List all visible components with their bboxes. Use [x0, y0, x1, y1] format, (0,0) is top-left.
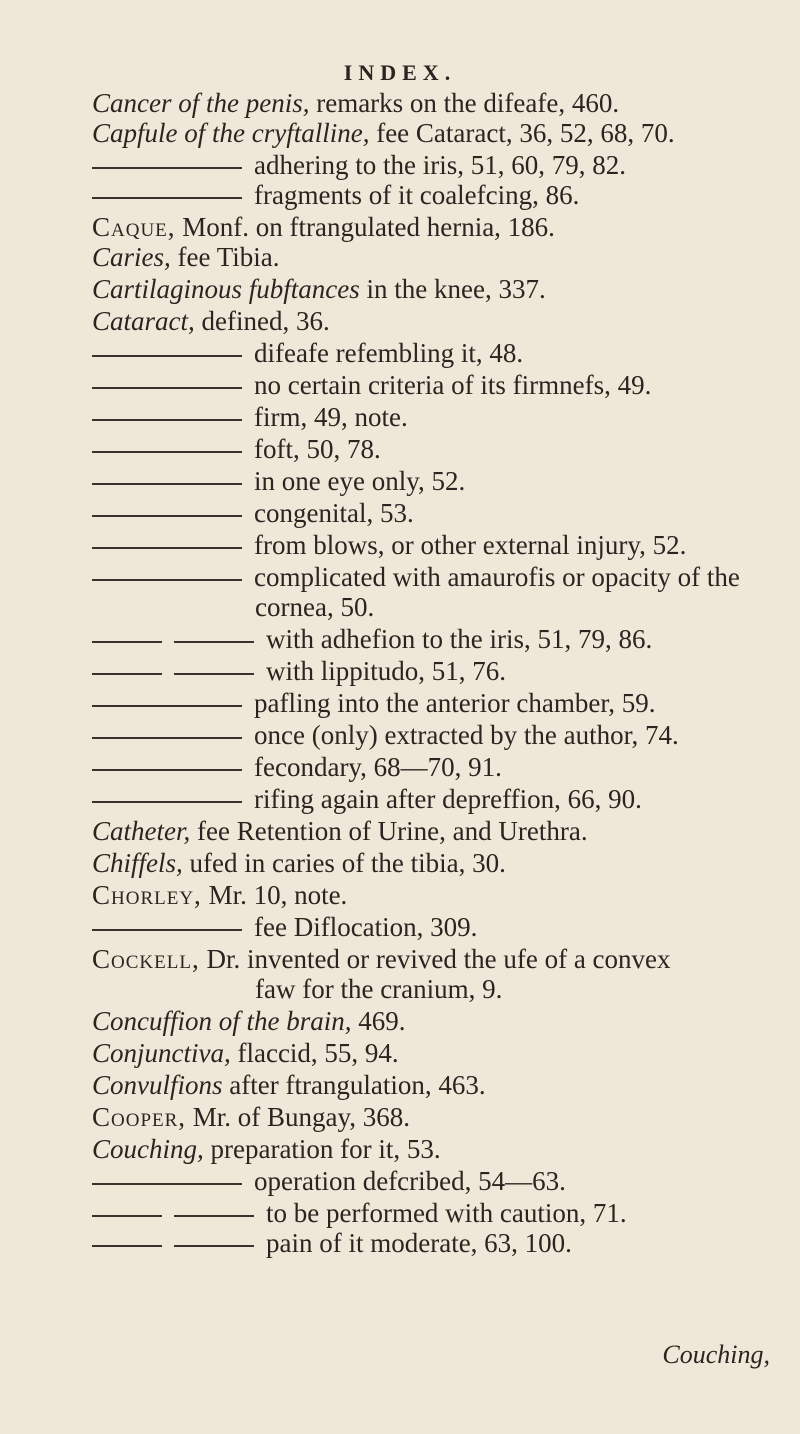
index-entry — [92, 466, 465, 496]
entry-text: faw for the cranium, 9. — [255, 974, 503, 1004]
entry-text: complicated with amaurofis or opacity of the — [254, 562, 740, 592]
entry-text: no certain criteria of its firmnefs, 49. — [254, 370, 652, 400]
entry-text: fee Diflocation, 309. — [254, 912, 478, 942]
index-entry — [92, 402, 408, 432]
entry-text: rifing again after depreffion, 66, 90. — [254, 784, 642, 814]
entry-head: Cancer of the penis, — [92, 88, 310, 118]
ditto-rule — [92, 451, 242, 453]
entry-text: once (only) extracted by the author, 74. — [254, 720, 679, 750]
index-entry — [92, 688, 656, 718]
entry-text: congenital, 53. — [254, 498, 414, 528]
ditto-rule — [92, 1245, 162, 1247]
ditto-rule — [174, 641, 254, 643]
entry-text: Mr. 10, note. — [201, 880, 348, 910]
index-entry — [92, 1070, 486, 1100]
ditto-rule — [92, 355, 242, 357]
ditto-rule — [92, 737, 242, 739]
ditto-rule — [92, 579, 242, 581]
ditto-rule — [92, 419, 242, 421]
index-entry — [92, 720, 679, 750]
ditto-rule — [92, 929, 242, 931]
ditto-rule — [92, 197, 242, 199]
entry-head: Convulfions — [92, 1070, 223, 1100]
index-entry — [255, 592, 374, 622]
ditto-rule — [92, 769, 242, 771]
entry-text: operation defcribed, 54—63. — [254, 1166, 566, 1196]
entry-text: fee Cataract, 36, 52, 68, 70. — [369, 118, 675, 148]
entry-text: with adhefion to the iris, 51, 79, 86. — [266, 624, 653, 654]
index-entry — [92, 88, 619, 118]
entry-text: foft, 50, 78. — [254, 434, 381, 464]
ditto-rule — [92, 1215, 162, 1217]
ditto-rule — [174, 673, 254, 675]
index-entry — [92, 624, 652, 654]
index-entry — [92, 1166, 566, 1196]
entry-text: Dr. invented or revived the ufe of a convex — [199, 944, 671, 974]
ditto-rule — [92, 705, 242, 707]
index-entry — [92, 880, 347, 910]
index-entry — [92, 370, 651, 400]
entry-head: Cockell, — [92, 944, 200, 974]
entry-text: pafling into the anterior chamber, 59. — [254, 688, 656, 718]
index-entry — [92, 530, 686, 560]
entry-text: cornea, 50. — [255, 592, 375, 622]
ditto-rule — [92, 801, 242, 803]
entry-head: Caque, — [92, 212, 176, 242]
index-entry — [92, 1038, 399, 1068]
entry-text: Monf. on ftrangulated hernia, 186. — [175, 212, 555, 242]
index-entry — [92, 562, 740, 592]
index-entry — [92, 1134, 441, 1164]
entry-head: Cooper, — [92, 1102, 187, 1132]
index-entry — [92, 434, 381, 464]
entry-text: fee Tibia. — [170, 242, 280, 272]
entry-text: in the knee, 337. — [359, 274, 546, 304]
index-entry — [92, 498, 414, 528]
entry-text: after ftrangulation, 463. — [222, 1070, 486, 1100]
index-entry — [92, 150, 626, 180]
index-entry — [92, 1006, 406, 1036]
index-entry — [92, 912, 477, 942]
entry-text: to be performed with caution, 71. — [266, 1198, 627, 1228]
index-entry — [92, 242, 280, 272]
ditto-rule — [174, 1215, 254, 1217]
index-entry — [92, 118, 675, 148]
ditto-rule — [92, 1183, 242, 1185]
entry-text: fragments of it coalefcing, 86. — [254, 180, 580, 210]
index-entry — [92, 1198, 627, 1228]
entry-head: Couching, — [92, 1134, 204, 1164]
entry-head: Chorley, — [92, 880, 202, 910]
index-entry — [255, 974, 502, 1004]
entry-head: Conjunctiva, — [92, 1038, 231, 1068]
ditto-rule — [92, 167, 242, 169]
index-entry — [92, 180, 579, 210]
entry-text: fecondary, 68—70, 91. — [254, 752, 502, 782]
index-entry — [92, 212, 555, 242]
entry-text: from blows, or other external injury, 52. — [254, 530, 687, 560]
entry-text: with lippitudo, 51, 76. — [266, 656, 507, 686]
entry-text: remarks on the difeafe, 460. — [309, 88, 620, 118]
ditto-rule — [92, 641, 162, 643]
entry-text: preparation for it, 53. — [203, 1134, 441, 1164]
ditto-rule — [92, 387, 242, 389]
entry-head: Cartilaginous fubftances — [92, 274, 360, 304]
entry-text: flaccid, 55, 94. — [230, 1038, 399, 1068]
entry-head: Caries, — [92, 242, 171, 272]
index-entry — [92, 848, 506, 878]
entry-text: firm, 49, note. — [254, 402, 408, 432]
ditto-rule — [92, 483, 242, 485]
index-entry — [92, 944, 671, 974]
ditto-rule — [174, 1245, 254, 1247]
entry-text: difeafe refembling it, 48. — [254, 338, 524, 368]
entry-text: ufed in caries of the tibia, 30. — [182, 848, 506, 878]
ditto-rule — [92, 547, 242, 549]
index-entry — [92, 1228, 572, 1258]
entry-text: adhering to the iris, 51, 60, 79, 82. — [254, 150, 626, 180]
entry-text: fee Retention of Urine, and Urethra. — [190, 816, 588, 846]
ditto-rule — [92, 673, 162, 675]
index-entry — [92, 306, 330, 336]
entry-head: Catheter, — [92, 816, 191, 846]
index-entry — [92, 752, 502, 782]
entry-text: in one eye only, 52. — [254, 466, 466, 496]
entry-head: Concuffion of the brain, — [92, 1006, 352, 1036]
index-entry — [92, 1102, 410, 1132]
entry-head: Capfule of the cryftalline, — [92, 118, 370, 148]
catchword: Couching, — [662, 1340, 770, 1369]
index-entry — [92, 784, 642, 814]
entry-head: Cataract, — [92, 306, 195, 336]
index-entry — [92, 816, 588, 846]
entry-text: pain of it moderate, 63, 100. — [266, 1228, 572, 1258]
index-entry — [92, 338, 523, 368]
entry-text: 469. — [351, 1006, 406, 1036]
index-entry — [92, 656, 506, 686]
entry-text: defined, 36. — [194, 306, 330, 336]
index-entry — [92, 274, 546, 304]
ditto-rule — [92, 515, 242, 517]
entry-text: Mr. of Bungay, 368. — [186, 1102, 411, 1132]
page-header: INDEX. — [343, 60, 457, 85]
entry-head: Chiffels, — [92, 848, 183, 878]
